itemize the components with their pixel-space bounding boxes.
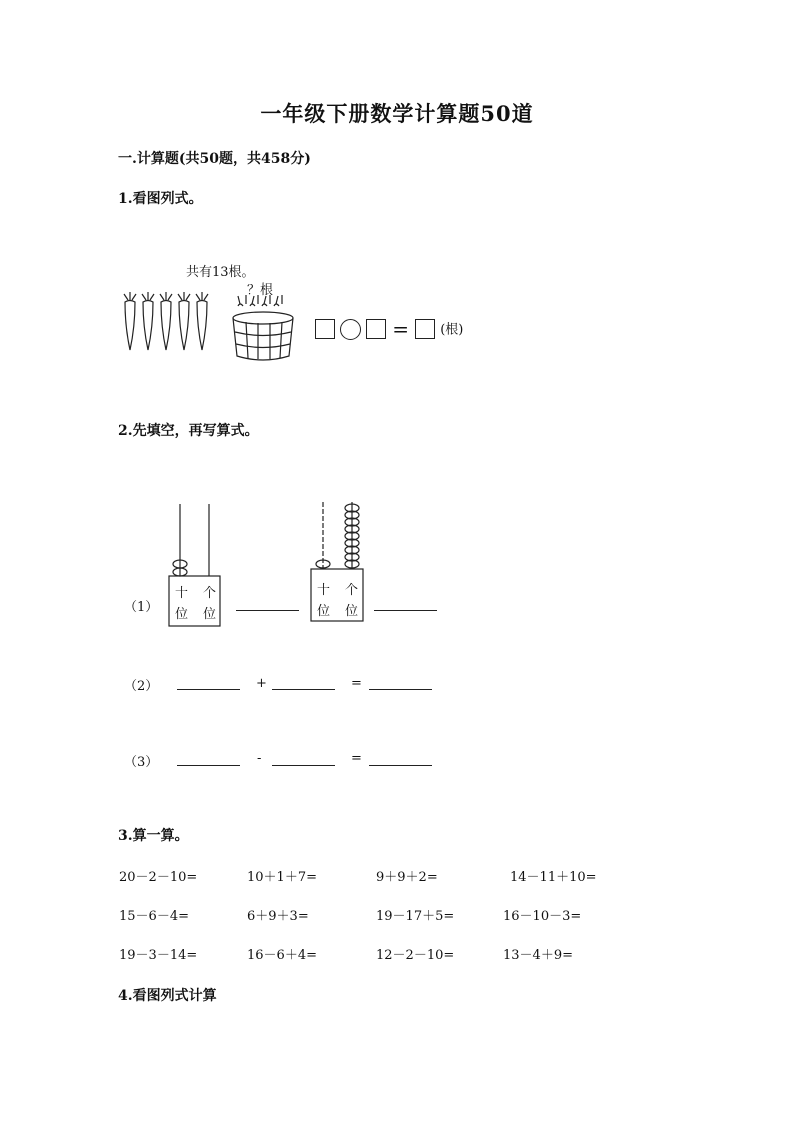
row2-blank-3[interactable] — [369, 689, 432, 690]
arith-problem: 9＋9＋2= — [376, 870, 438, 885]
arith-problem: 15－6－4= — [119, 909, 189, 924]
arith-problem: 10＋1＋7= — [247, 870, 317, 885]
abacus-b-place1: 位 — [317, 604, 331, 619]
answer-box-3[interactable] — [415, 319, 435, 339]
row2-operator: + — [256, 676, 267, 691]
q2-row3-label: （3） — [124, 755, 159, 770]
q1-equation — [315, 317, 463, 341]
abacus-b-tens: 十 — [317, 583, 331, 598]
abacus-a-ones: 个 — [203, 586, 217, 601]
row3-blank-3[interactable] — [369, 765, 432, 766]
arith-problem: 20－2－10= — [119, 870, 198, 885]
abacus-a-place2: 位 — [203, 607, 217, 622]
question-4-label: 4.看图列式计算 — [118, 988, 217, 1004]
q1-question-mark: ？根 — [247, 283, 274, 298]
q1-unit: (根) — [440, 322, 464, 338]
row2-blank-1[interactable] — [177, 689, 240, 690]
blank-b[interactable] — [374, 610, 437, 611]
answer-box-1[interactable] — [315, 319, 335, 339]
equals-sign: = — [392, 317, 410, 341]
arith-problem: 19－3－14= — [119, 948, 198, 963]
operator-circle[interactable] — [340, 319, 361, 340]
arith-problem: 13－4＋9= — [503, 948, 573, 963]
abacus-a-place1: 位 — [175, 607, 189, 622]
row2-blank-2[interactable] — [272, 689, 335, 690]
page-title: 一年级下册数学计算题50道 — [260, 101, 534, 126]
row3-blank-1[interactable] — [177, 765, 240, 766]
question-3-label: 3.算一算。 — [118, 828, 189, 844]
row3-equals: = — [351, 751, 362, 766]
arith-problem: 14－11＋10= — [510, 870, 597, 885]
q1-caption: 共有13根。 — [186, 265, 255, 280]
basket — [233, 295, 293, 360]
arith-problem: 16－10－3= — [503, 909, 582, 924]
answer-box-2[interactable] — [366, 319, 386, 339]
question-2-label: 2.先填空，再写算式。 — [118, 423, 259, 439]
arith-problem: 12－2－10= — [376, 948, 455, 963]
row3-blank-2[interactable] — [272, 765, 335, 766]
arith-problem: 6＋9＋3= — [247, 909, 309, 924]
abacus-b — [306, 498, 368, 624]
abacus-a-tens: 十 — [175, 586, 189, 601]
section-heading: 一.计算题(共50题，共458分) — [118, 151, 311, 167]
loose-carrots — [124, 292, 208, 350]
blank-a[interactable] — [236, 610, 299, 611]
q2-row1-label: （1） — [124, 600, 159, 615]
carrots-illustration — [118, 290, 308, 365]
arith-problem: 19－17＋5= — [376, 909, 455, 924]
q2-row2-label: （2） — [124, 679, 159, 694]
question-1-label: 1.看图列式。 — [118, 191, 203, 207]
abacus-b-place2: 位 — [345, 604, 359, 619]
row3-operator: - — [257, 751, 262, 766]
arith-problem: 16－6＋4= — [247, 948, 317, 963]
row2-equals: = — [351, 676, 362, 691]
abacus-b-ones: 个 — [345, 583, 359, 598]
